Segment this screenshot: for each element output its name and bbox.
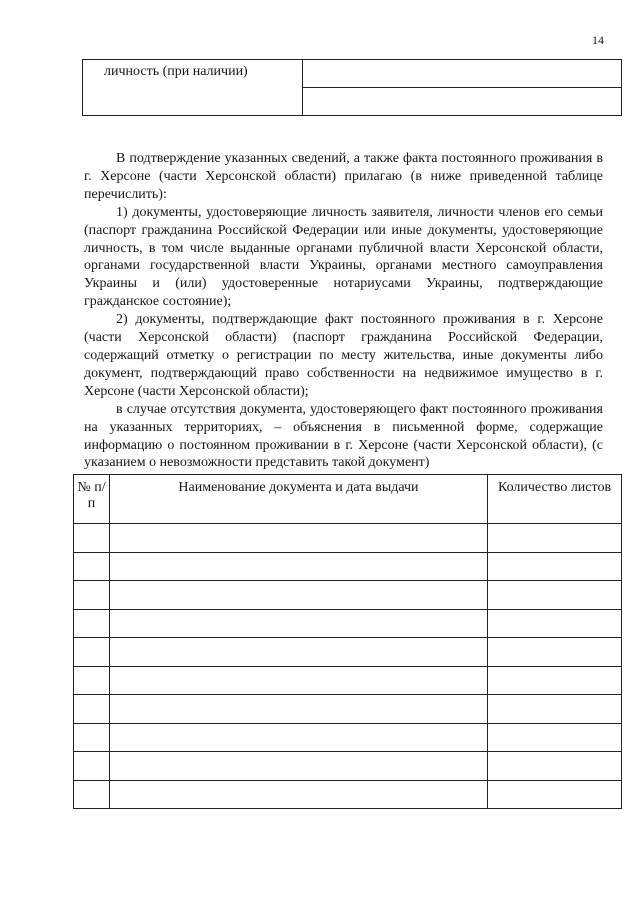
sheet-count-cell[interactable] — [488, 666, 622, 695]
row-number-cell[interactable] — [74, 695, 110, 724]
document-name-cell[interactable] — [110, 780, 488, 809]
documents-table-body — [74, 524, 622, 809]
row-number-cell[interactable] — [74, 780, 110, 809]
sheet-count-cell[interactable] — [488, 581, 622, 610]
sheet-count-cell[interactable] — [488, 780, 622, 809]
body-text — [84, 150, 603, 472]
documents-table-header — [74, 475, 622, 524]
paragraph-item-2: 2) документы, подтверждающие факт постоянного проживания в г. Херсоне (части Херсонской области) (паспорт гражданина Российской Федерации, содержащий отметку о регистрации по месту жительства, иные документы либо документ, подтверждающий право собственности на недвижимое имущество в г. Херсоне (части Херсонской области); — [84, 312, 603, 399]
table-row — [74, 723, 622, 752]
sheet-count-cell[interactable] — [488, 752, 622, 781]
row-number-cell[interactable] — [74, 609, 110, 638]
page-number: 14 — [592, 33, 604, 47]
sheet-count-cell[interactable] — [488, 552, 622, 581]
table-row — [74, 609, 622, 638]
row-number-cell[interactable] — [74, 552, 110, 581]
documents-table — [73, 474, 622, 809]
sheet-count-cell[interactable] — [488, 695, 622, 724]
table-row — [74, 524, 622, 553]
document-name-cell[interactable] — [110, 752, 488, 781]
sheet-count-cell[interactable] — [488, 609, 622, 638]
document-name-cell[interactable] — [110, 552, 488, 581]
document-name-cell[interactable] — [110, 581, 488, 610]
paragraph-item-1: 1) документы, удостоверяющие личность заявителя, личности членов его семьи (паспорт гражданина Российской Федерации или иные документы, удостоверяющие личность, в том числе выданные органами публичной власти Херсонской области, органами государственной власти Украины, органами местного самоуправления Украины и (или) удостоверенные нотариусами Украины, подтверждающие гражданское состояние); — [84, 204, 603, 310]
document-name-cell[interactable] — [110, 524, 488, 553]
sheet-count-cell[interactable] — [488, 524, 622, 553]
identity-value-field-1[interactable] — [303, 60, 622, 88]
identity-row-1 — [83, 60, 622, 88]
header-sheet-count: Количество листов — [488, 475, 622, 524]
identity-value-field-2[interactable] — [303, 88, 622, 116]
document-name-cell[interactable] — [110, 695, 488, 724]
table-row — [74, 581, 622, 610]
header-number: № п/п — [74, 475, 110, 524]
sheet-count-cell[interactable] — [488, 723, 622, 752]
row-number-cell[interactable] — [74, 666, 110, 695]
paragraph-item-3: в случае отсутствия документа, удостоверяющего факт постоянного проживания на указанных территориях, – объяснения в письменной форме, содержащие информацию о постоянном проживании в г. Херсоне (части Херсонской области), (с указанием о невозможности представить такой документ) — [84, 401, 603, 471]
identity-label: личность (при наличии) — [83, 60, 303, 116]
table-row — [74, 752, 622, 781]
sheet-count-cell[interactable] — [488, 638, 622, 667]
table-row — [74, 695, 622, 724]
identity-table — [82, 59, 622, 116]
paragraph-intro: В подтверждение указанных сведений, а также факта постоянного проживания в г. Херсоне (части Херсонской области) прилагаю (в ниже приведенной таблице перечислить): — [84, 151, 603, 202]
document-name-cell[interactable] — [110, 666, 488, 695]
table-row — [74, 552, 622, 581]
row-number-cell[interactable] — [74, 524, 110, 553]
document-name-cell[interactable] — [110, 609, 488, 638]
header-document-name: Наименование документа и дата выдачи — [110, 475, 488, 524]
row-number-cell[interactable] — [74, 581, 110, 610]
document-name-cell[interactable] — [110, 723, 488, 752]
row-number-cell[interactable] — [74, 752, 110, 781]
table-row — [74, 638, 622, 667]
row-number-cell[interactable] — [74, 638, 110, 667]
row-number-cell[interactable] — [74, 723, 110, 752]
table-row — [74, 666, 622, 695]
table-row — [74, 780, 622, 809]
document-name-cell[interactable] — [110, 638, 488, 667]
